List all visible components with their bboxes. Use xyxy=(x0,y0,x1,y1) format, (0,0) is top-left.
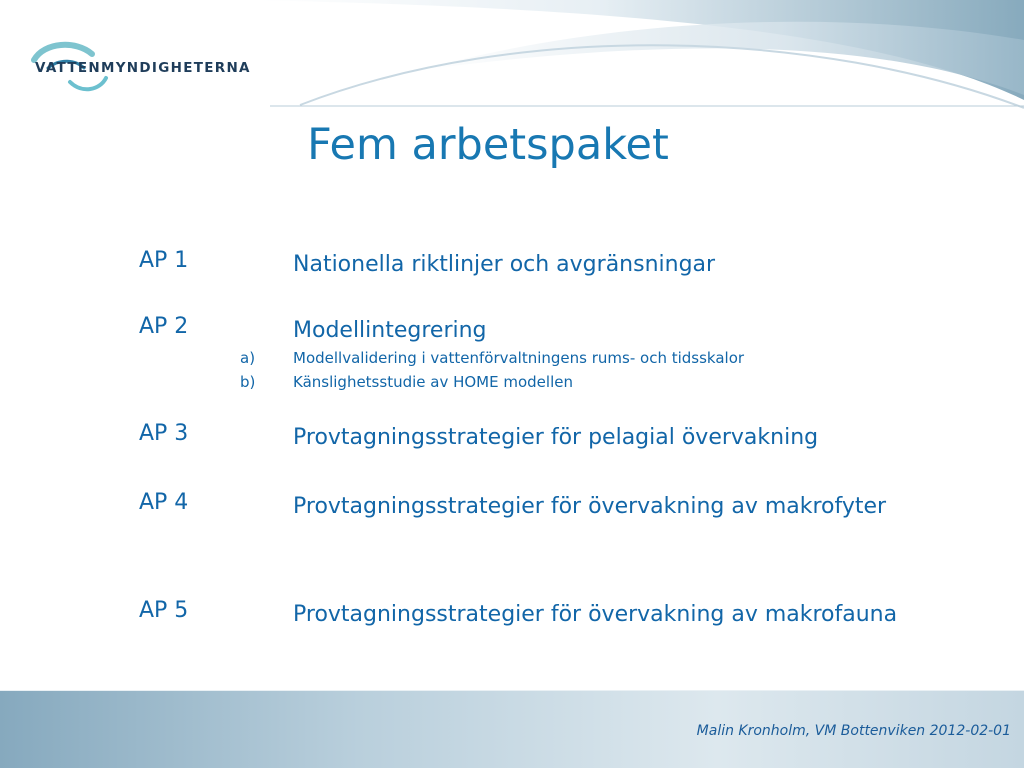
work-package-id: AP 5 xyxy=(139,598,189,623)
work-package-text: Provtagningsstrategier för pelagial övervakning xyxy=(293,425,819,450)
sub-item-letter: b) xyxy=(240,373,256,391)
logo-wordmark: VATTENMYNDIGHETERNA xyxy=(35,60,251,76)
work-package-id: AP 4 xyxy=(139,490,189,515)
work-package-text: Modellintegrering xyxy=(293,318,487,343)
sub-item-letter: a) xyxy=(240,349,256,367)
slide-title: Fem arbetspaket xyxy=(307,120,669,170)
work-package-text: Nationella riktlinjer och avgränsningar xyxy=(293,252,716,277)
work-package-text: Provtagningsstrategier för övervakning av makrofyter xyxy=(293,494,887,519)
work-package-id: AP 3 xyxy=(139,421,189,446)
footer-credit: Malin Kronholm, VM Bottenviken 2012-02-01 xyxy=(696,723,1011,739)
sub-item-text: Modellvalidering i vattenförvaltningens rums- och tidsskalor xyxy=(293,349,745,367)
work-package-id: AP 1 xyxy=(139,248,189,273)
work-package-text: Provtagningsstrategier för övervakning av makrofauna xyxy=(293,602,898,627)
work-package-id: AP 2 xyxy=(139,314,189,339)
sub-item-text: Känslighetsstudie av HOME modellen xyxy=(293,373,573,391)
